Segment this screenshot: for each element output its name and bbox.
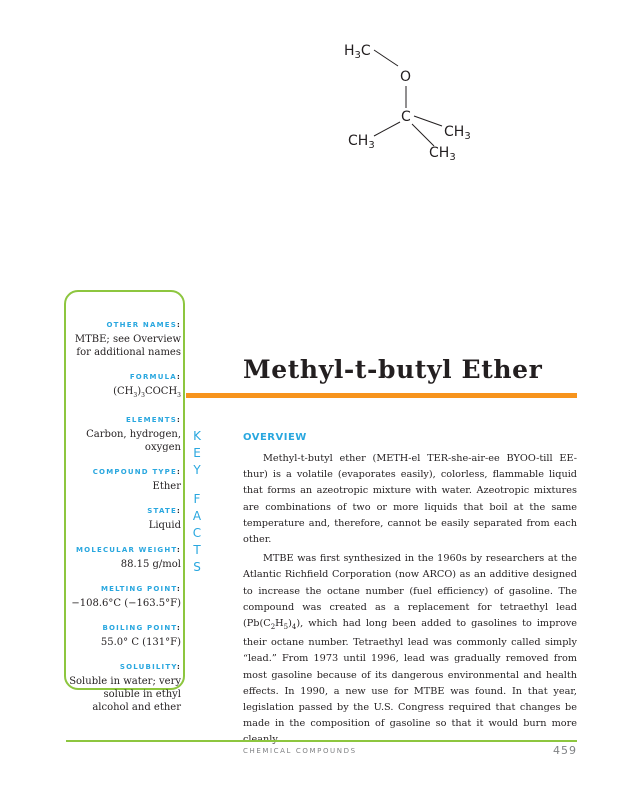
key-facts-box bbox=[64, 290, 185, 713]
bond-c-ch3-bottom bbox=[412, 124, 434, 146]
fact-value: 55.0° C (131°F) bbox=[100, 637, 181, 648]
side-label-letter: K bbox=[193, 429, 201, 443]
body-text bbox=[243, 451, 577, 749]
fact-solubility: SOLUBILITY: Soluble in water; very soluble in ethyl alcohol and ether bbox=[66, 662, 181, 714]
side-label-letter: S bbox=[193, 560, 201, 574]
fact-value: Soluble in water; very soluble in ethyl alcohol and ether bbox=[69, 676, 181, 713]
fact-label: COMPOUND TYPE bbox=[92, 468, 177, 476]
footer-rule bbox=[66, 740, 577, 742]
paragraph-2: MTBE was first synthesized in the 1960s by researchers at the Atlantic Richfield Corporation (now ARCO) as an additive designed to increase the octane number (fuel efficiency) of gasoline. The compound was created as a replacement for tetraethyl lead $(Pb(C_2H_5)_4)$, which had long been added to gasolines to improve their octane number. Tetraethyl lead was commonly called simply “lead.” From 1973 until 1996, lead was gradually removed from most gasoline because of its dangerous environmental and health effects. In 1990, a new use for MTBE was found. In that year, legislation passed by the U.S. Congress required that changes be made in the composition of gasoline so that it would burn more bbox=[243, 553, 577, 730]
structural-formula bbox=[330, 34, 510, 169]
side-label-letter: E bbox=[193, 446, 201, 460]
side-label-letter: T bbox=[193, 543, 201, 557]
title-rule bbox=[186, 393, 577, 398]
fact-other-names: OTHER NAMES: MTBE; see Overview for additional names bbox=[66, 320, 181, 359]
fact-state: STATE: Liquid bbox=[66, 506, 181, 532]
bond-c-ch3-right bbox=[414, 116, 442, 126]
page-title: Methyl-t-butyl Ether bbox=[243, 355, 543, 384]
atom-ch3-bottom: $CH_3$ bbox=[429, 145, 456, 163]
atom-ch3-right: $CH_3$ bbox=[444, 124, 471, 142]
fact-label: MOLECULAR WEIGHT bbox=[76, 546, 177, 554]
fact-label: MELTING POINT bbox=[100, 585, 177, 593]
bond-h3c-o bbox=[374, 50, 398, 66]
atom-ch3-left: $CH_3$ bbox=[348, 133, 375, 151]
fact-formula: FORMULA: $(CH_3)_3COCH_3$ bbox=[66, 372, 181, 402]
key-facts-list bbox=[66, 320, 181, 727]
atom-carbon: C bbox=[401, 109, 411, 125]
page-number: 459 bbox=[553, 744, 577, 757]
fact-label: SOLUBILITY bbox=[119, 663, 177, 671]
fact-value: $(CH_3)_3COCH_3$ bbox=[113, 386, 181, 399]
side-label-letter: A bbox=[192, 509, 202, 523]
fact-value: MTBE; see Overview for additional names bbox=[74, 334, 181, 358]
atom-oxygen: O bbox=[400, 69, 412, 85]
fact-value: Carbon, hydrogen, oxygen bbox=[86, 429, 181, 453]
key-facts-side-label bbox=[190, 428, 204, 576]
fact-boiling-point: BOILING POINT: 55.0° C (131°F) bbox=[66, 623, 181, 649]
fact-label: BOILING POINT bbox=[102, 624, 177, 632]
fact-value: 88.15 g/mol bbox=[120, 559, 181, 570]
fact-value: −108.6°C (−163.5°F) bbox=[71, 598, 181, 609]
fact-value: Liquid bbox=[148, 520, 181, 531]
footer-section-title: CHEMICAL COMPOUNDS bbox=[243, 747, 357, 755]
fact-label: OTHER NAMES bbox=[106, 321, 177, 329]
side-label-gap bbox=[190, 479, 204, 491]
side-label-letter: Y bbox=[193, 463, 201, 477]
fact-molecular-weight: MOLECULAR WEIGHT: 88.15 g/mol bbox=[66, 545, 181, 571]
overview-heading: OVERVIEW bbox=[243, 432, 307, 443]
fact-elements: ELEMENTS: Carbon, hydrogen, oxygen bbox=[66, 415, 181, 454]
fact-label: FORMULA bbox=[129, 373, 177, 381]
side-label-letter: F bbox=[193, 492, 201, 506]
bond-c-ch3-left bbox=[374, 122, 400, 136]
side-label-letter: C bbox=[192, 526, 202, 540]
paragraph-1: Methyl-t-butyl ether (METH-el TER-she-air-ee BYOO-till EE-thur) is a volatile (evaporates easily), colorless, flammable liquid that forms an azeotropic mixture with water. Azeotropic mixtures are combinations of two or more liquids that boil at the same temperature and, therefore, cannot be easily separated from each other. bbox=[243, 453, 577, 546]
fact-value: Ether bbox=[152, 481, 181, 492]
fact-label: ELEMENTS bbox=[125, 416, 177, 424]
fact-melting-point: MELTING POINT: −108.6°C (−163.5°F) bbox=[66, 584, 181, 610]
fact-compound-type: COMPOUND TYPE: Ether bbox=[66, 467, 181, 493]
fact-label: STATE bbox=[147, 507, 177, 515]
atom-h3c: $H_3C$ bbox=[344, 43, 371, 61]
